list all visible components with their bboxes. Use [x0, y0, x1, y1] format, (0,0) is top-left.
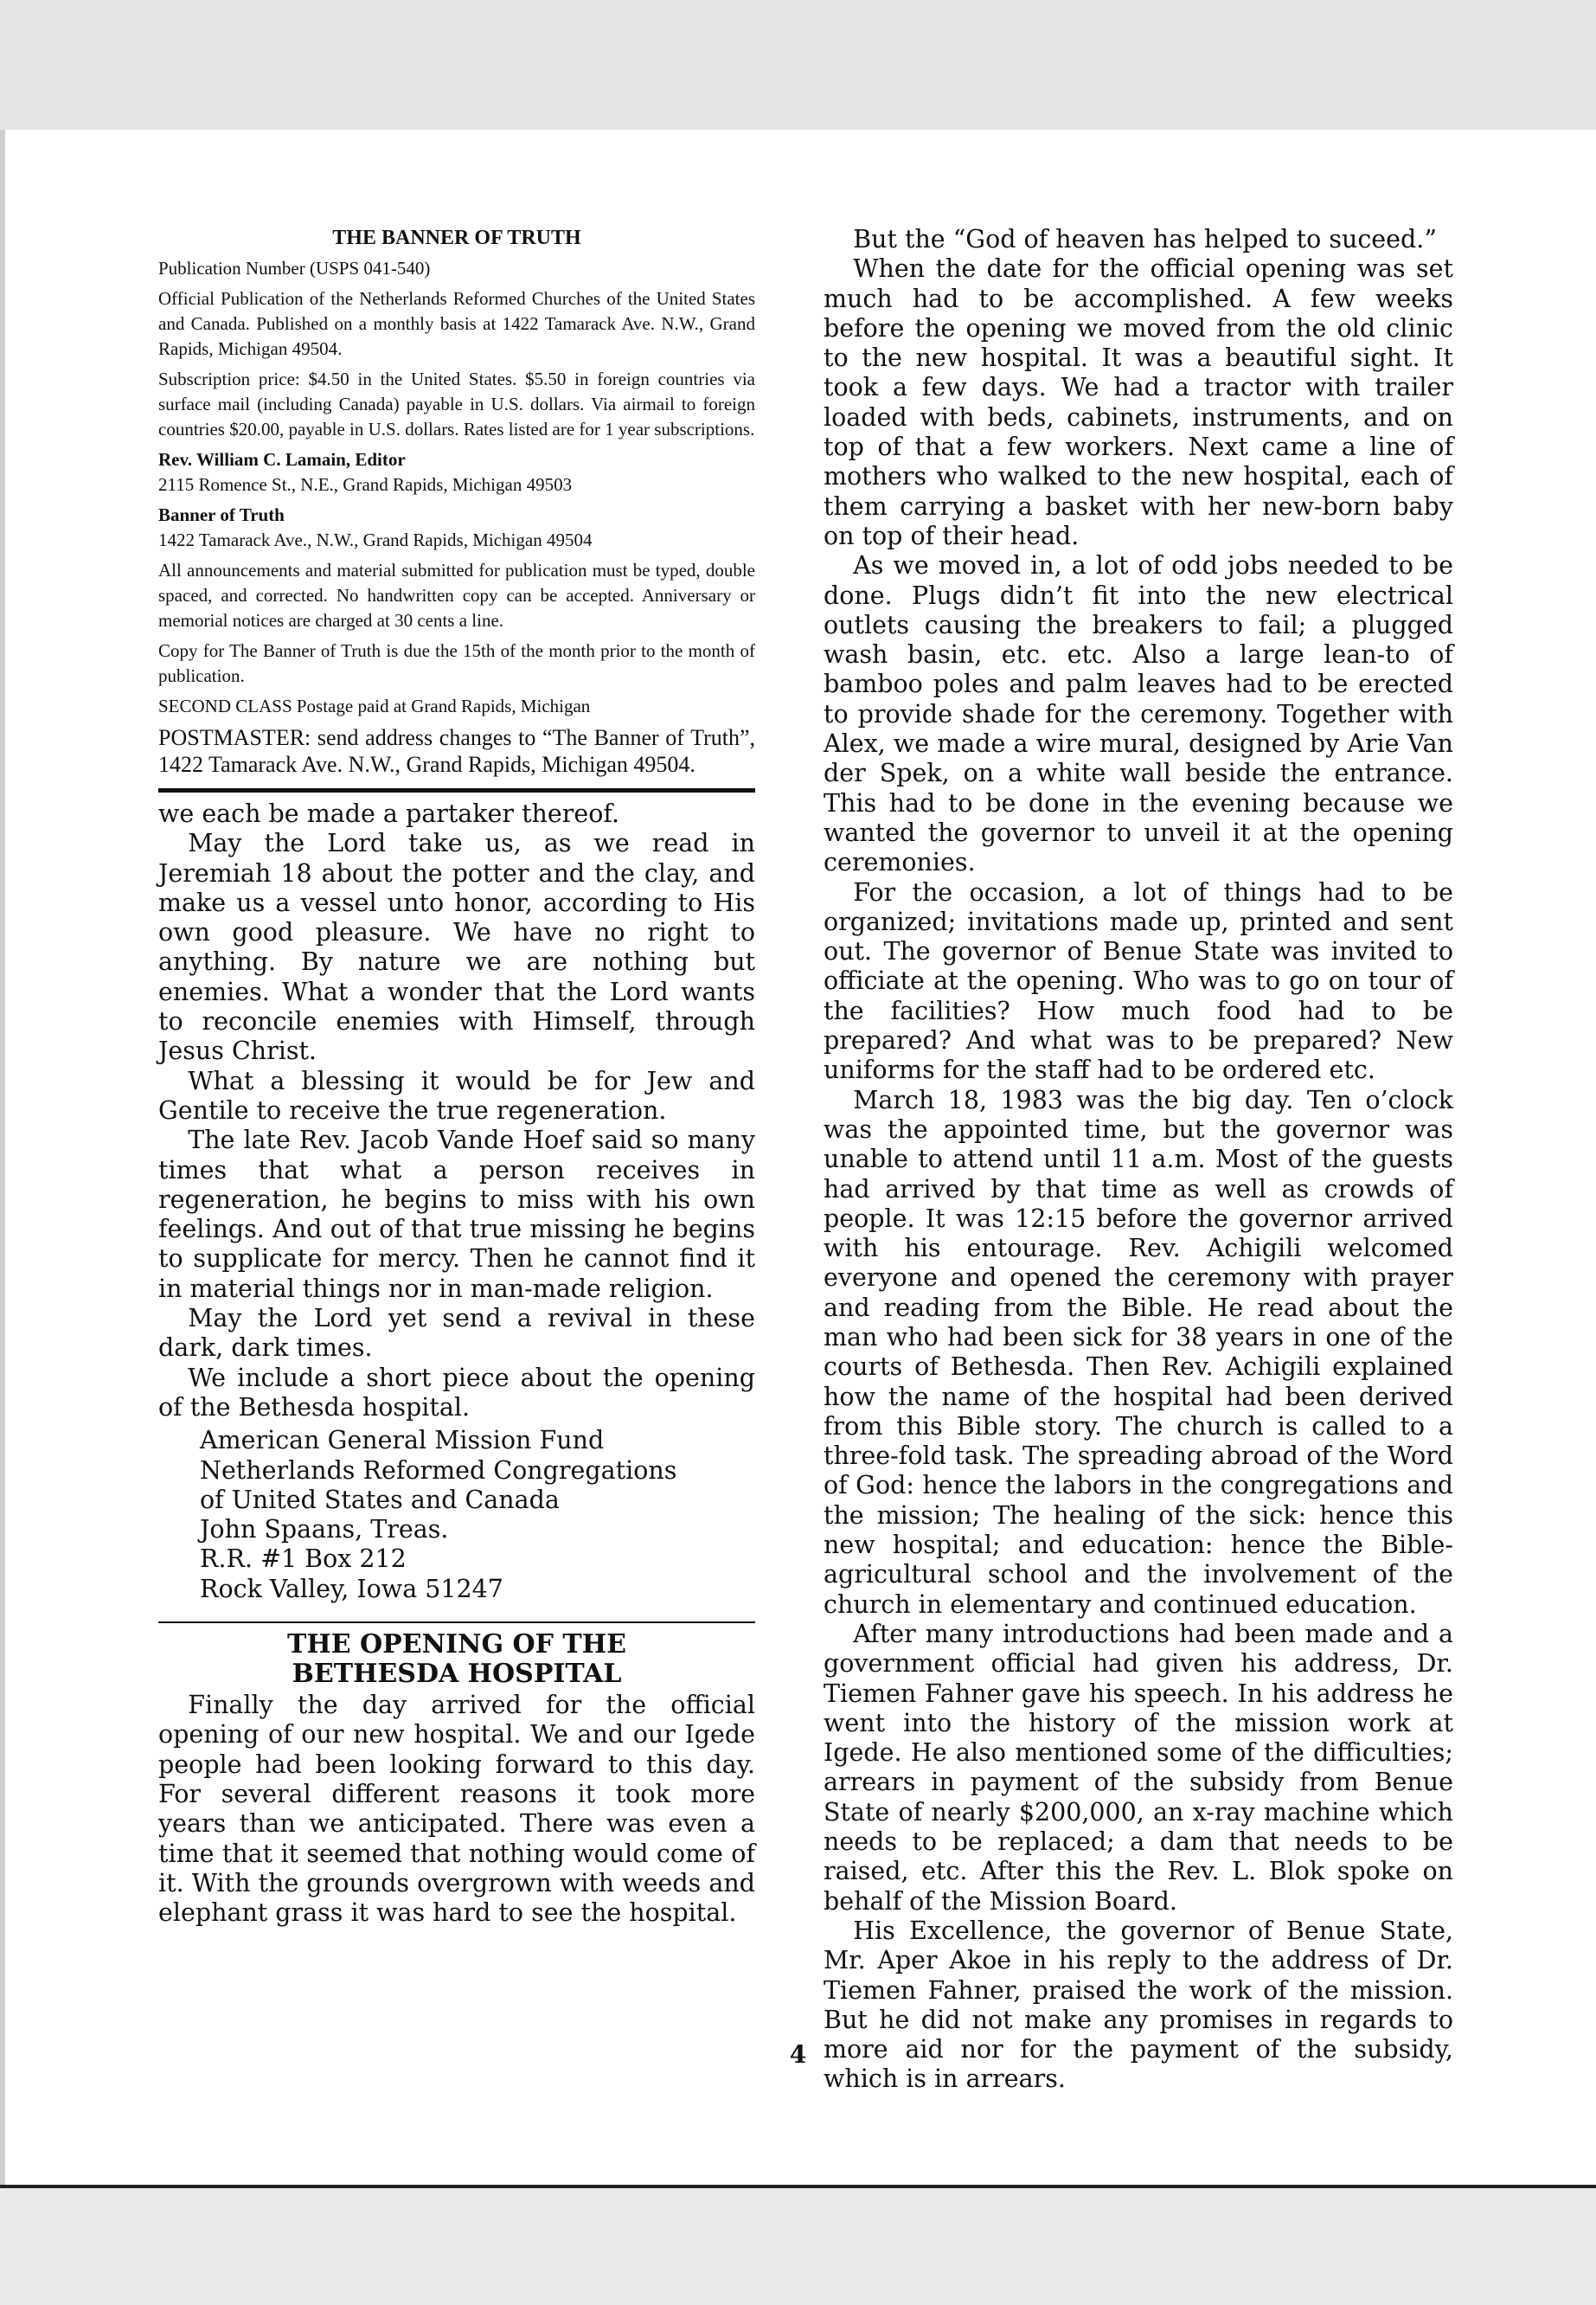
article-continuation — [824, 225, 1453, 2095]
paragraph: As we moved in, a lot of odd jobs needed to be done. Plugs didn’t fit into the new electrical outlets causing the breakers to fail; a plugged wash basin, etc. etc. Also a large lean-to of bamboo poles and palm leaves had to be erected to provide shade for the ceremony. Together with Alex, we made a wire mural, designed by Arie Van der Spek, on a white wall beside the entrance. This had to be done in the evening because we wanted the governor to unveil it at the opening ceremonies. — [824, 551, 1453, 877]
address-line: R.R. #1 Box 212 — [200, 1544, 407, 1574]
article-body — [158, 1691, 755, 1928]
paragraph: His Excellence, the governor of Benue State, Mr. Aper Akoe in his reply to the address of Dr. Tiemen Fahner, praised the work of the mission. But he did not make any promises in regards to more aid nor for the payment of the subsidy, which is in arrears. — [824, 1916, 1453, 2094]
office-name: Banner of Truth — [158, 504, 285, 525]
office-address: 1422 Tamarack Ave., N.W., Grand Rapids, Michigan 49504 — [158, 530, 593, 550]
paragraph: May the Lord yet send a revival in these dark, dark times. — [158, 1304, 755, 1363]
article-divider — [158, 1621, 755, 1623]
paragraph: After many introductions had been made and a government official had given his address, Dr. Tiemen Fahner gave his speech. In his address he went into the history of the mission work at Igede. He also mentioned some of the difficulties; arrears in payment of the subsidy from Benue State of nearly $200,000, an x-ray machine which needs to be replaced; a dam that needs to be raised, etc. After this the Rev. L. Blok spoke on behalf of the Mission Board. — [824, 1619, 1453, 1916]
right-column — [824, 225, 1453, 2095]
mission-fund-address — [158, 1426, 755, 1604]
address-line: Rock Valley, Iowa 51247 — [200, 1574, 503, 1603]
address-line: American General Mission Fund — [200, 1426, 605, 1455]
paragraph: But the “God of heaven has helped to suceed.” — [853, 225, 1437, 254]
paragraph: May the Lord take us, as we read in Jeremiah 18 about the potter and the clay, and make us a vessel unto honor, according to His own good pleasure. We have no right to anything. By nature we are nothing but enemies. What a wonder that the Lord wants to reconcile enemies with Himself, through Jesus Christ. — [158, 829, 755, 1066]
subscription-price: Subscription price: $4.50 in the United States. $5.50 in foreign countries via surface mail (including Canada) payable in U.S. dollars. Via airmail to foreign countries $20.00, payable in U.S. dollars. Rates listed are for 1 year subscriptions. — [158, 369, 755, 440]
editor-address: 2115 Romence St., N.E., Grand Rapids, Michigan 49503 — [158, 474, 573, 495]
editor-name: Rev. William C. Lamain, Editor — [158, 449, 406, 470]
official-publication: Official Publication of the Netherlands Reformed Churches of the United States and Canada. Published on a monthly basis at 1422 Tamarack Ave. N.W., Grand Rapids, Michigan 49504. — [158, 288, 755, 359]
address-line: of United States and Canada — [200, 1485, 560, 1514]
scan-margin-left — [0, 130, 5, 2185]
masthead-divider — [158, 788, 755, 793]
article-title-line: THE OPENING OF THE — [287, 1629, 626, 1660]
left-column — [158, 225, 755, 1928]
paragraph: The late Rev. Jacob Vande Hoef said so many times that what a person receives in regeneration, he begins to miss with his own feelings. And out of that true missing he begins to supplicate for mercy. Then he cannot find it in material things nor in man-made religion. — [158, 1126, 755, 1303]
postage-notice: SECOND CLASS Postage paid at Grand Rapids, Michigan — [158, 696, 591, 716]
address-line: Netherlands Reformed Congregations — [200, 1455, 677, 1485]
postmaster-notice: POSTMASTER: send address changes to “The Banner of Truth”, 1422 Tamarack Ave. N.W., Grand Rapids, Michigan 49504. — [158, 725, 755, 777]
page-number: 4 — [789, 2040, 807, 2069]
article-title-line: BETHESDA HOSPITAL — [292, 1659, 622, 1690]
address-line: John Spaans, Treas. — [200, 1515, 449, 1544]
scan-margin-bottom — [0, 2185, 1596, 2305]
copy-due-notice: Copy for The Banner of Truth is due the 15th of the month prior to the month of publication. — [158, 640, 755, 686]
paragraph: For the occasion, a lot of things had to be organized; invitations made up, printed and sent out. The governor of Benue State was invited to officiate at the opening. Who was to go on tour of the facilities? How much food had to be prepared? And what was to be prepared? New uniforms for the staff had to be ordered etc. — [824, 877, 1453, 1085]
paragraph: we each be made a partaker thereof. — [158, 799, 619, 828]
letter-body — [158, 799, 755, 1604]
scan-margin-top — [0, 0, 1596, 130]
paragraph: What a blessing it would be for Jew and Gentile to receive the true regeneration. — [158, 1066, 755, 1125]
announcements-notice: All announcements and material submitted for publication must be typed, double spaced, and corrected. No handwritten copy can be accepted. Anniversary or memorial notices are charged at 30 cents a line. — [158, 560, 755, 631]
masthead — [158, 225, 755, 778]
article-title — [158, 1630, 755, 1689]
paragraph: When the date for the official opening was set much had to be accomplished. A few weeks before the opening we moved from the old clinic to the new hospital. It was a beautiful sight. It took a few days. We had a tractor with trailer loaded with beds, cabinets, instruments, and on top of that a few workers. Next came a line of mothers who walked to the new hospital, each of them carrying a basket with her new-born baby on top of their head. — [824, 254, 1453, 550]
masthead-title: THE BANNER OF TRUTH — [332, 227, 581, 249]
paragraph: We include a short piece about the opening of the Bethesda hospital. — [158, 1363, 755, 1422]
publication-number: Publication Number (USPS 041-540) — [158, 258, 431, 279]
paragraph: March 18, 1983 was the big day. Ten o’clock was the appointed time, but the governor was unable to attend until 11 a.m. Most of the guests had arrived by that time as well as crowds of people. It was 12:15 before the governor arrived with his entourage. Rev. Achigili welcomed everyone and opened the ceremony with prayer and reading from the Bible. He read about the man who had been sick for 38 years in one of the courts of Bethesda. Then Rev. Achigili explained how the name of the hospital had been derived from this Bible story. The church is called to a three-fold task. The spreading abroad of the Word of God: hence the labors in the congregations and the mission; The healing of the sick: hence this new hospital; and education: hence the Bible-agricultural school and the involvement of the church in elementary and continued education. — [824, 1085, 1453, 1619]
paragraph: Finally the day arrived for the official opening of our new hospital. We and our Igede people had been looking forward to this day. For several different reasons it took more years than we anticipated. There was even a time that it seemed that nothing would come of it. With the grounds overgrown with weeds and elephant grass it was hard to see the hospital. — [158, 1691, 755, 1928]
